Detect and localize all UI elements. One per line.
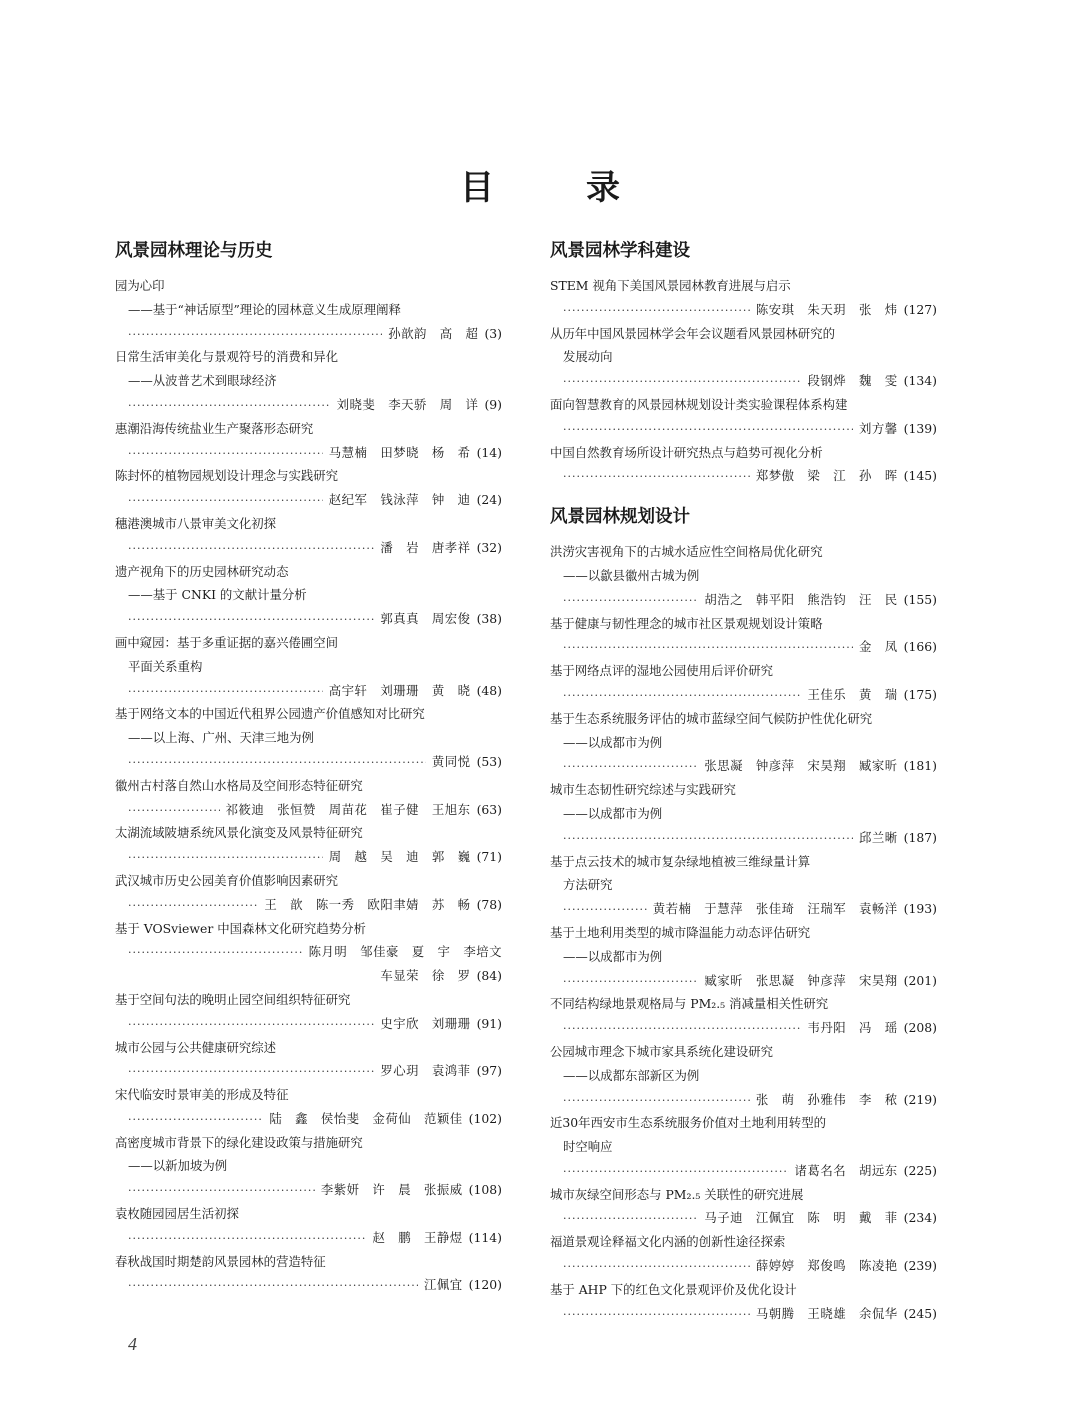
entry-title: 日常生活审美化与景观符号的消费和异化 (115, 349, 339, 365)
toc-entry[interactable] (550, 1278, 937, 1326)
entry-page: (219) (903, 1091, 937, 1107)
entry-title: 基于空间句法的晚明止园空间组织特征研究 (115, 991, 351, 1007)
toc-entry[interactable] (115, 869, 502, 917)
toc-entry[interactable] (115, 988, 502, 1036)
entry-page: (3) (484, 325, 502, 341)
entry-subtitle: 方法研究 (563, 877, 613, 893)
entry-page: (53) (476, 753, 502, 769)
entry-title: 惠潮沿海传统盐业生产聚落形态研究 (115, 420, 314, 436)
entry-subtitle: ——以成都市为例 (563, 805, 663, 821)
entry-page: (225) (903, 1162, 937, 1178)
entry-authors: 潘 岩 唐孝祥 (380, 539, 471, 555)
entry-authors: 陈安琪 朱天玥 张 炜 (755, 301, 898, 317)
entry-title: 徽州古村落自然山水格局及空间形态特征研究 (115, 777, 363, 793)
entry-author-line (115, 1107, 502, 1131)
entry-subtitle: ——以成都东部新区为例 (563, 1067, 700, 1083)
entry-title: 近30年西安市生态系统服务价值对土地利用转型的 (550, 1115, 826, 1131)
leader-dots (563, 970, 698, 993)
entry-authors: 赵 鹏 王静煜 (372, 1229, 463, 1245)
entry-author-line (550, 417, 937, 441)
entry-author-line (115, 893, 502, 917)
entry-author-line (550, 1302, 937, 1326)
entry-author-line (115, 750, 502, 774)
entry-title: 袁枚随园园居生活初探 (115, 1206, 239, 1222)
leader-dots (128, 846, 323, 869)
toc-entry[interactable] (115, 821, 502, 869)
leader-dots (128, 537, 374, 560)
entry-page: (91) (476, 1015, 502, 1031)
toc-entry[interactable] (115, 560, 502, 631)
toc-entry[interactable] (550, 274, 937, 322)
entry-authors: 胡浩之 韩平阳 熊浩钧 汪 民 (704, 591, 898, 607)
entry-page: (63) (476, 801, 502, 817)
entry-authors: 罗心玥 袁鸿菲 (380, 1063, 471, 1079)
entry-authors: 高宇轩 刘珊珊 黄 晓 (328, 682, 471, 698)
entry-author-line (550, 897, 937, 921)
entry-title: 城市灰绿空间形态与 PM₂.₅ 关联性的研究进展 (550, 1186, 804, 1202)
entry-page: (166) (903, 639, 937, 655)
entry-title: 穗港澳城市八景审美文化初探 (115, 515, 277, 531)
entry-title: 基于网络点评的湿地公园使用后评价研究 (550, 663, 774, 679)
leader-dots (128, 1274, 418, 1297)
entry-author-line (550, 1206, 937, 1230)
leader-dots (128, 608, 374, 631)
entry-page: (193) (903, 901, 937, 917)
toc-entry[interactable] (550, 322, 937, 393)
entry-title: 基于 VOSviewer 中国森林文化研究趋势分析 (115, 920, 366, 936)
entry-author-line (550, 588, 937, 612)
entry-title: 洪涝灾害视角下的古城水适应性空间格局优化研究 (550, 544, 823, 560)
entry-authors: 王 歆 陈一秀 欧阳聿婧 苏 畅 (264, 896, 471, 912)
entry-authors: 郑梦傲 梁 江 孙 晖 (755, 468, 898, 484)
entry-page: (48) (476, 682, 502, 698)
entry-authors: 陆 鑫 侯怡斐 金荷仙 范颖佳 (269, 1110, 463, 1126)
entry-authors: 赵纪军 钱泳萍 钟 迪 (328, 492, 471, 508)
entry-title: 公园城市理念下城市家具系统化建设研究 (550, 1043, 774, 1059)
entry-authors: 周 越 吴 迪 郭 巍 (328, 849, 471, 865)
entry-authors: 刘方馨 (859, 420, 898, 436)
entry-author-line (115, 607, 502, 631)
leader-dots (563, 465, 750, 488)
leader-dots (563, 589, 698, 612)
leader-dots (563, 1017, 801, 1040)
entry-page: (208) (903, 1020, 937, 1036)
leader-dots (563, 898, 647, 921)
entry-author-line (115, 1273, 502, 1297)
toc-entry[interactable] (550, 1111, 937, 1182)
entry-page: (234) (903, 1210, 937, 1226)
toc-entry[interactable] (115, 464, 502, 512)
toc-entry[interactable] (550, 1040, 937, 1111)
entry-page: (175) (903, 686, 937, 702)
toc-entry[interactable] (550, 778, 937, 849)
entry-title: 不同结构绿地景观格局与 PM₂.₅ 消减量相关性研究 (550, 996, 829, 1012)
page-number: 4 (128, 1334, 137, 1354)
entry-page: (134) (903, 373, 937, 389)
entry-page: (102) (468, 1110, 502, 1126)
entry-author-line (115, 322, 502, 346)
leader-dots (128, 941, 303, 964)
toc-entry[interactable] (550, 707, 937, 778)
entry-page: (201) (903, 972, 937, 988)
entry-subtitle: ——从波普艺术到眼球经济 (128, 373, 277, 389)
entry-page: (32) (476, 539, 502, 555)
entry-author-line (115, 441, 502, 465)
entry-author-line (550, 1016, 937, 1040)
toc-entry[interactable] (115, 1250, 502, 1298)
entry-page: (14) (476, 444, 502, 460)
entry-author-line (115, 1178, 502, 1202)
toc-entry[interactable] (115, 917, 502, 988)
toc-entry[interactable] (550, 659, 937, 707)
leader-dots (563, 1207, 698, 1230)
entry-title: 基于土地利用类型的城市降温能力动态评估研究 (550, 924, 811, 940)
toc-entry[interactable] (115, 702, 502, 773)
entry-page: (71) (476, 849, 502, 865)
entry-page: (245) (903, 1305, 937, 1321)
section-title: 风景园林理论与历史 (115, 241, 273, 261)
entry-subtitle: ——以上海、广州、天津三地为例 (128, 730, 314, 746)
entry-author-line (115, 940, 502, 964)
entry-subtitle: ——基于“神话原型”理论的园林意义生成原理阐释 (128, 301, 401, 317)
toc-entry[interactable] (115, 1202, 502, 1250)
leader-dots (128, 894, 258, 917)
entry-page: (187) (903, 829, 937, 845)
entry-title: 高密度城市背景下的绿化建设政策与措施研究 (115, 1134, 363, 1150)
entry-author-line (115, 1226, 502, 1250)
entry-title: 武汉城市历史公园美育价值影响因素研究 (115, 872, 339, 888)
entry-title: 遗产视角下的历史园林研究动态 (115, 563, 289, 579)
leader-dots (128, 751, 426, 774)
entry-title: 陈封怀的植物园规划设计理念与实践研究 (115, 468, 339, 484)
title-char-1: 目 (460, 168, 494, 208)
entry-page: (24) (476, 492, 502, 508)
entry-authors: 薛婷婷 郑俊鸣 陈凌艳 (755, 1258, 898, 1274)
entry-subtitle: 时空响应 (563, 1139, 613, 1155)
entry-author-line (550, 1088, 937, 1112)
toc-entry[interactable] (550, 1230, 937, 1278)
entry-title: 园为心印 (115, 278, 165, 293)
entry-author-line (550, 369, 937, 393)
toc-entry[interactable] (550, 441, 937, 489)
toc-entry[interactable] (550, 612, 937, 660)
entry-title: 太湖流域陂塘系统风景化演变及风景特征研究 (115, 825, 363, 841)
toc-entry[interactable] (115, 774, 502, 822)
entry-page: (120) (468, 1277, 502, 1293)
entry-authors: 段钢烨 魏 雯 (807, 373, 898, 389)
entry-authors: 刘晓斐 李天骄 周 详 (336, 396, 479, 412)
entry-author-line (115, 798, 502, 822)
entry-author-line (115, 393, 502, 417)
entry-author-line (550, 754, 937, 778)
leader-dots (128, 442, 323, 465)
entry-authors: 马朝腾 王晓雄 余侃华 (755, 1305, 898, 1321)
leader-dots (128, 1227, 366, 1250)
entry-author-line (550, 635, 937, 659)
leader-dots (128, 799, 220, 822)
entry-author-line (550, 969, 937, 993)
entry-author-line (115, 1059, 502, 1083)
entry-title: 城市公园与公共健康研究综述 (115, 1039, 277, 1055)
entry-authors: 李紫妍 许 晨 张振威 (320, 1182, 463, 1198)
section-title: 风景园林规划设计 (550, 507, 690, 528)
entry-page: (9) (484, 396, 502, 412)
entry-author-line (115, 1012, 502, 1036)
section-title: 风景园林学科建设 (550, 241, 690, 261)
entry-authors: 黄同悦 (431, 753, 471, 769)
toc-section (550, 506, 937, 1325)
entry-title: 福道景观诠释福文化内涵的创新性途径探索 (550, 1234, 786, 1250)
leader-dots (563, 1303, 750, 1326)
entry-subtitle: ——以成都市为例 (563, 948, 663, 964)
entry-authors: 郭真真 周宏俊 (380, 611, 471, 627)
entry-subtitle: 平面关系重构 (128, 658, 203, 674)
entry-author-line (550, 1254, 937, 1278)
entry-authors: 张 萌 孙雅伟 李 秾 (755, 1091, 898, 1107)
entry-title: 从历年中国风景园林学会年会议题看风景园林研究的 (550, 325, 835, 341)
entry-title: 春秋战国时期楚韵风景园林的营造特征 (115, 1253, 326, 1269)
leader-dots (128, 1179, 315, 1202)
toc-entry[interactable] (115, 512, 502, 560)
entry-authors: 诸葛名名 胡远东 (794, 1162, 898, 1178)
entry-subtitle: ——基于 CNKI 的文献计量分析 (128, 587, 307, 603)
entry-author-line-2 (115, 964, 502, 988)
entry-title: 宋代临安时景审美的形成及特征 (115, 1087, 289, 1103)
entry-page: (38) (476, 611, 502, 627)
toc-entry[interactable] (115, 1083, 502, 1131)
entry-authors: 江佩宜 (424, 1277, 463, 1293)
entry-page: (97) (476, 1063, 502, 1079)
leader-dots (563, 636, 853, 659)
toc-entry[interactable] (550, 540, 937, 611)
toc-section (550, 240, 937, 488)
leader-dots (128, 1013, 374, 1036)
toc-entry[interactable] (550, 992, 937, 1040)
entry-subtitle: ——以歙县徽州古城为例 (563, 567, 700, 583)
toc-column-right (550, 240, 937, 1343)
toc-entry[interactable] (115, 631, 502, 702)
entry-author-line (115, 845, 502, 869)
leader-dots (128, 1108, 263, 1131)
toc-entry[interactable] (115, 1036, 502, 1084)
entry-subtitle: ——以新加坡为例 (128, 1158, 228, 1174)
entry-author-line (550, 464, 937, 488)
entry-authors: 金 凤 (859, 639, 898, 655)
entry-subtitle: ——以成都市为例 (563, 734, 663, 750)
entry-authors: 陈月明 邹佳豪 夏 宇 李培文 (308, 944, 502, 960)
toc-column-left (115, 240, 502, 1315)
entry-authors: 张思凝 钟彦萍 宋昊翔 臧家昕 (704, 758, 898, 774)
leader-dots (563, 1160, 789, 1183)
leader-dots (128, 394, 331, 417)
entry-authors: 邱兰晰 (859, 829, 898, 845)
entry-authors: 王佳乐 黄 瑞 (807, 686, 898, 702)
leader-dots (563, 418, 853, 441)
entry-title: 中国自然教育场所设计研究热点与趋势可视化分析 (550, 444, 823, 460)
entry-page: (108) (468, 1182, 502, 1198)
entry-subtitle: 发展动向 (563, 349, 613, 365)
entry-page: (145) (903, 468, 937, 484)
entry-title: 画中窥园：基于多重证据的嘉兴倦圃空间 (115, 634, 339, 650)
toc-entry[interactable] (550, 850, 937, 921)
toc-entry[interactable] (115, 345, 502, 416)
toc-entry[interactable] (550, 393, 937, 441)
entry-authors: 马慧楠 田梦晓 杨 希 (328, 444, 471, 460)
leader-dots (563, 299, 750, 322)
leader-dots (563, 684, 801, 707)
entry-authors: 孙歆韵 高 超 (388, 325, 479, 341)
entry-title: 基于生态系统服务评估的城市蓝绿空间气候防护性优化研究 (550, 710, 873, 726)
entry-authors: 黄若楠 于慧萍 张佳琦 汪瑞军 袁畅洋 (652, 901, 898, 917)
entry-authors: 马子迪 江佩宜 陈 明 戴 菲 (704, 1210, 898, 1226)
entry-title: 基于健康与韧性理念的城市社区景观规划设计策略 (550, 615, 823, 631)
entry-author-line (550, 1159, 937, 1183)
entry-author-line (550, 298, 937, 322)
entry-page: (78) (476, 896, 502, 912)
toc-entry[interactable] (550, 921, 937, 992)
entry-page: (181) (903, 758, 937, 774)
entry-title: 面向智慧教育的风景园林规划设计类实验课程体系构建 (550, 396, 848, 412)
entry-author-line (115, 536, 502, 560)
leader-dots (563, 1089, 750, 1112)
entry-authors: 臧家昕 张思凝 钟彦萍 宋昊翔 (704, 972, 898, 988)
entry-author-line (550, 826, 937, 850)
entry-title: STEM 视角下美国风景园林教育进展与启示 (550, 278, 791, 293)
entry-title: 基于网络文本的中国近代租界公园遗产价值感知对比研究 (115, 706, 425, 722)
entry-authors: 韦丹阳 冯 瑶 (807, 1020, 898, 1036)
entry-page: (139) (903, 420, 937, 436)
entry-author-line (550, 683, 937, 707)
leader-dots (563, 755, 698, 778)
entry-author-line (115, 679, 502, 703)
leader-dots (128, 489, 323, 512)
entry-page: (84) (476, 968, 502, 984)
leader-dots (128, 323, 382, 346)
entry-authors: 史宇欣 刘珊珊 (380, 1015, 471, 1031)
entry-page: (155) (903, 591, 937, 607)
toc-entry[interactable] (550, 1183, 937, 1231)
title-char-2: 录 (586, 168, 620, 208)
leader-dots (563, 370, 801, 393)
entry-title: 基于 AHP 下的红色文化景观评价及优化设计 (550, 1281, 797, 1297)
leader-dots (563, 827, 853, 850)
leader-dots (563, 1255, 750, 1278)
entry-author-line (115, 488, 502, 512)
toc-entry[interactable] (115, 274, 502, 345)
entry-page: (114) (468, 1229, 502, 1245)
leader-dots (128, 680, 323, 703)
toc-entry[interactable] (115, 417, 502, 465)
entry-page: (127) (903, 301, 937, 317)
toc-entry[interactable] (115, 1131, 502, 1202)
leader-dots (128, 1060, 374, 1083)
toc-section (115, 240, 502, 1297)
entry-authors-2: 车显荣 徐 罗 (380, 968, 471, 984)
entry-page: (239) (903, 1258, 937, 1274)
entry-title: 基于点云技术的城市复杂绿地植被三维绿量计算 (550, 853, 811, 869)
entry-authors: 祁筱迪 张恒赞 周苗花 崔子健 王旭东 (225, 801, 471, 817)
page-title (0, 160, 1080, 209)
entry-title: 城市生态韧性研究综述与实践研究 (550, 782, 736, 798)
